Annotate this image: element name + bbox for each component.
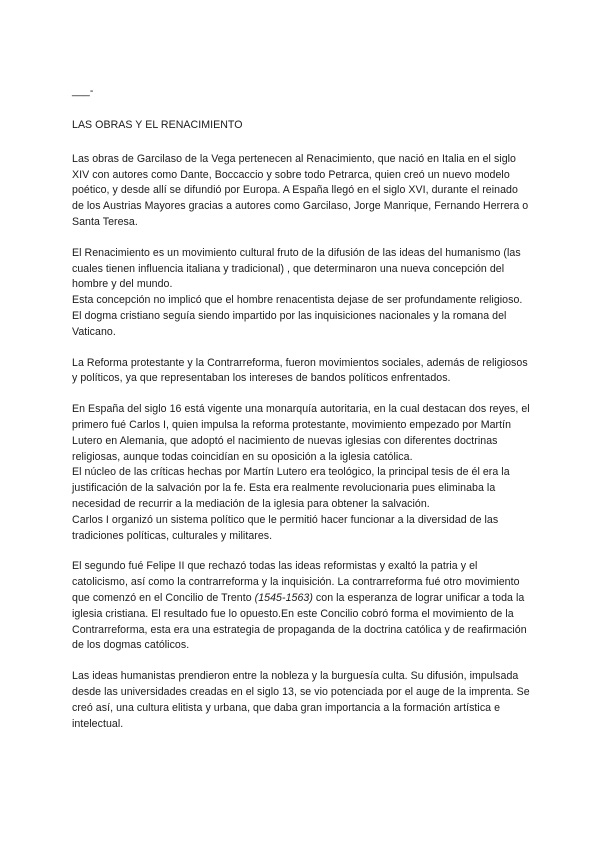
document-title: LAS OBRAS Y EL RENACIMIENTO xyxy=(72,119,243,131)
paragraph-5-end: con la esperanza de lograr unificar a toda la iglesia cristiana. El resultado fue lo opuesto.En este Concilio cobró forma el movimiento de la Contrarreforma, esta era una estrategia de propaganda de la doctrina católica y de reafirmación de los dogmas católicos. xyxy=(72,591,527,652)
paragraph-6: Las ideas humanistas prendieron entre la nobleza y la burguesía culta. Su difusión, impulsada desde las universidades creadas en el siglo 13, se vio potenciada por el auge de la imprenta. Se creó así, una cultura elitista y urbana, que daba gran importancia a la formación artística e intelectual. xyxy=(72,670,530,730)
paragraph-3: La Reforma protestante y la Contrarreforma, fueron movimientos sociales, además de religiosos y políticos, ya que representaban los intereses de bandos políticos enfrentados. xyxy=(72,356,528,385)
paragraph-4a: En España del siglo 16 está vigente una monarquía autoritaria, en la cual destacan dos reyes, el primero fué Carlos I, quien impulsa la reforma protestante, movimiento empezado por Martín Lutero en Alemania, que adoptó el nacimiento de nuevas iglesias con diferentes doctrinas religiosas, aunque todas coincidían en su oposición a la iglesia católica. xyxy=(72,403,530,463)
paragraph-1: Las obras de Garcilaso de la Vega pertenecen al Renacimiento, que nació en Italia en el siglo XIV con autores como Dante, Boccaccio y sobre todo Petrarca, quien creó un nuevo modelo poético, y desde allí se difundió por Europa. A España llegó en el siglo XVI, durante el reinado de los Austrias Mayores gracias a autores como Garcilaso, Jorge Manrique, Fernando Herrera o Santa Teresa. xyxy=(72,152,529,228)
council-dates: (1545-1563) xyxy=(254,591,313,604)
paragraph-2a: El Renacimiento es un movimiento cultural fruto de la difusión de las ideas del humanismo (las cuales tienen influencia italiana y tradicional) , que determinaron una nueva concepción del hombre y del mundo. xyxy=(72,246,521,291)
paragraph-5 xyxy=(72,559,532,654)
paragraph-5-start: El segundo fué Felipe II que rechazó todas las ideas reformistas y exaltó la patria y el catolicismo, así como la contrarreforma y la inquisición. La contrarreforma fué otro movimiento que comenzó en el Concilio de Trento xyxy=(72,560,520,604)
paragraph-4b: El núcleo de las críticas hechas por Martín Lutero era teológico, la principal tesis de él era la justificación de la salvación por la fe. Esta era realmente revolucionaria pues eliminaba la necesidad de recurrir a la mediación de la iglesia para obtener la salvación. xyxy=(72,466,510,510)
paragraph-4c: Carlos I organizó un sistema político que le permitió hacer funcionar a la diversidad de las tradiciones políticas, culturales y militares. xyxy=(72,513,499,542)
top-mark: ___- xyxy=(72,85,94,97)
document-body xyxy=(72,84,532,732)
paragraph-2b: Esta concepción no implicó que el hombre renacentista dejase de ser profundamente religioso. El dogma cristiano seguía siendo impartido por las inquisiciones nacionales y la romana del Vaticano. xyxy=(72,294,523,338)
